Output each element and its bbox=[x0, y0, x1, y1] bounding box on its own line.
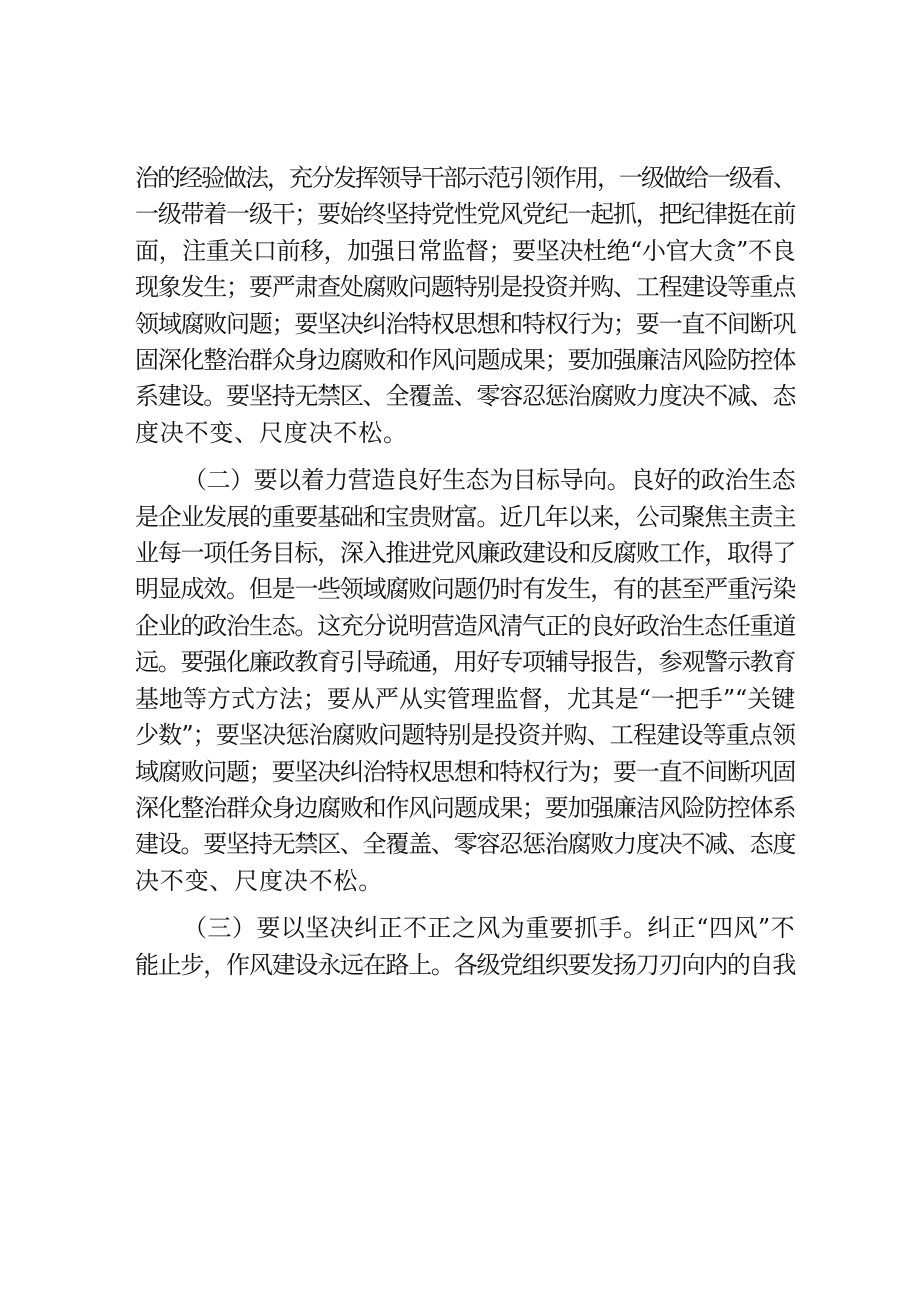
text-line: 系建设。要坚持无禁区、全覆盖、零容忍惩治腐败力度决不减、态 bbox=[135, 382, 795, 411]
text-line: 基地等方式方法；要从严从实管理监督，尤其是“一把手”“关键 bbox=[135, 684, 795, 713]
text-line: 少数”；要坚决惩治腐败问题特别是投资并购、工程建设等重点领 bbox=[135, 721, 795, 750]
text-line: 固深化整治群众身边腐败和作风问题成果；要加强廉洁风险防控体 bbox=[135, 346, 795, 375]
text-line: 深化整治群众身边腐败和作风问题成果；要加强廉洁风险防控体系 bbox=[135, 793, 795, 822]
text-line: 明显成效。但是一些领域腐败问题仍时有发生，有的甚至严重污染 bbox=[135, 575, 795, 604]
text-line: 域腐败问题；要坚决纠治特权思想和特权行为；要一直不间断巩固 bbox=[135, 757, 795, 786]
text-line: 度决不变、尺度决不松。 bbox=[135, 418, 408, 447]
text-line: （二）要以着力营造良好生态为目标导向。良好的政治生态 bbox=[183, 466, 795, 495]
body-text bbox=[135, 160, 795, 983]
paragraph-spacer bbox=[135, 899, 795, 910]
text-line: 企业的政治生态。这充分说明营造风清气正的良好政治生态任重道 bbox=[135, 611, 795, 640]
text-line: 业每一项任务目标，深入推进党风廉政建设和反腐败工作，取得了 bbox=[135, 539, 795, 568]
text-line: 治的经验做法，充分发挥领导干部示范引领作用，一级做给一级看、 bbox=[135, 164, 795, 192]
paragraph-2 bbox=[135, 462, 795, 899]
text-line: 一级带着一级干；要始终坚持党性党风党纪一起抓，把纪律挺在前 bbox=[135, 200, 795, 229]
paragraph-3 bbox=[135, 910, 795, 983]
text-line: 远。要强化廉政教育引导疏通，用好专项辅导报告，参观警示教育 bbox=[135, 648, 795, 677]
text-line: 能止步，作风建设永远在路上。各级党组织要发扬刀刃向内的自我 bbox=[135, 950, 795, 979]
text-line: 是企业发展的重要基础和宝贵财富。近几年以来，公司聚焦主责主 bbox=[135, 502, 795, 531]
text-line: 领域腐败问题；要坚决纠治特权思想和特权行为；要一直不间断巩 bbox=[135, 309, 795, 338]
text-line: 决不变、尺度决不松。 bbox=[135, 866, 383, 895]
text-line: 面，注重关口前移，加强日常监督；要坚决杜绝“小官大贪”不良 bbox=[135, 236, 795, 265]
paragraph-1 bbox=[135, 160, 795, 451]
text-line: 建设。要坚持无禁区、全覆盖、零容忍惩治腐败力度决不减、态度 bbox=[135, 830, 795, 859]
text-line: 现象发生；要严肃查处腐败问题特别是投资并购、工程建设等重点 bbox=[135, 273, 795, 302]
paragraph-spacer bbox=[135, 451, 795, 462]
text-line: （三）要以坚决纠正不正之风为重要抓手。纠正“四风”不 bbox=[183, 914, 795, 943]
